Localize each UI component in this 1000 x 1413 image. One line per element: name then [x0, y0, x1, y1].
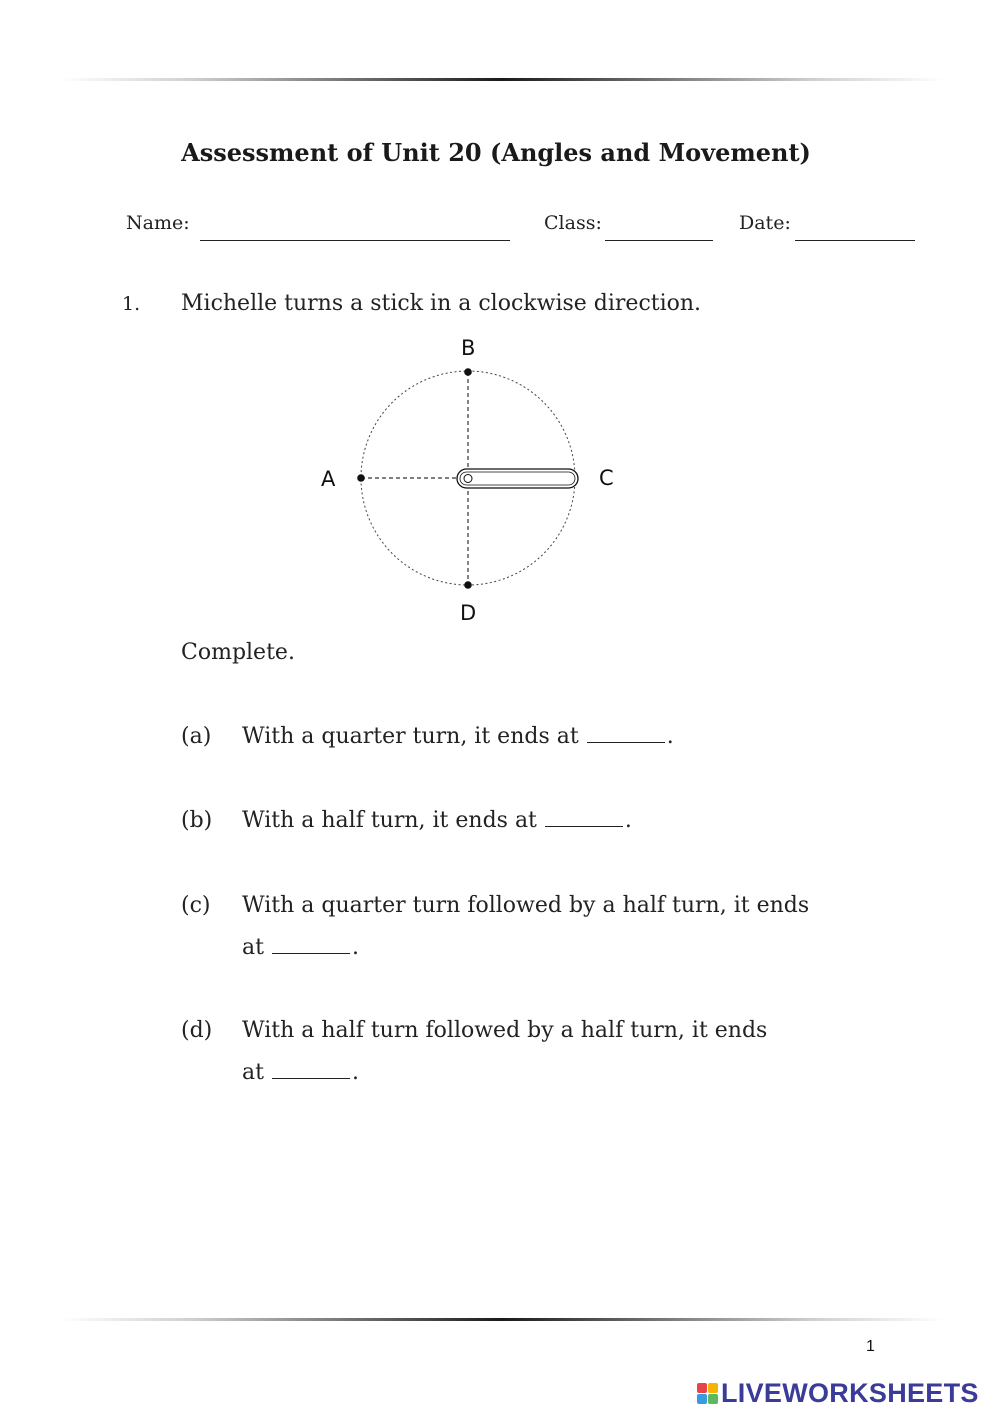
instruction: Complete.: [181, 640, 295, 665]
label-a: A: [321, 467, 336, 491]
logo-mark-icon: [697, 1383, 718, 1404]
name-label: Name:: [126, 212, 190, 234]
worksheet-title: Assessment of Unit 20 (Angles and Movement): [181, 138, 811, 167]
part-d-line1: [242, 1018, 767, 1043]
part-c-label: (c): [181, 893, 211, 918]
logo-square-green: [708, 1394, 718, 1404]
point-d-dot: [464, 581, 472, 589]
part-d-text2: at: [242, 1060, 264, 1085]
part-c-text2: at: [242, 935, 264, 960]
logo-square-yellow: [708, 1383, 718, 1393]
part-d-answer-blank[interactable]: [272, 1060, 350, 1079]
date-field[interactable]: [795, 240, 915, 241]
part-c-period: .: [351, 935, 359, 960]
logo-text: LIVEWORKSHEETS: [721, 1378, 979, 1408]
question-text: Michelle turns a stick in a clockwise direction.: [181, 291, 702, 316]
part-b: [242, 808, 632, 833]
part-d-text: With a half turn followed by a half turn, it ends: [242, 1018, 768, 1043]
part-b-period: .: [624, 808, 632, 833]
name-field[interactable]: [200, 240, 510, 241]
logo-square-blue: [697, 1394, 707, 1404]
liveworksheets-logo[interactable]: [697, 1378, 979, 1409]
part-b-answer-blank[interactable]: [545, 808, 623, 827]
top-divider: [60, 78, 945, 81]
part-a: [242, 724, 674, 749]
part-a-label: (a): [181, 724, 212, 749]
part-d-period: .: [351, 1060, 359, 1085]
part-d-label: (d): [181, 1018, 213, 1043]
part-a-answer-blank[interactable]: [587, 724, 665, 743]
turning-stick-diagram: [310, 330, 630, 630]
question-number: 1.: [122, 293, 141, 315]
pivot-point: [464, 475, 472, 483]
part-c-answer-blank[interactable]: [272, 935, 350, 954]
label-b: B: [461, 336, 476, 360]
part-b-label: (b): [181, 808, 213, 833]
page-number: 1: [866, 1338, 875, 1355]
part-a-period: .: [666, 724, 674, 749]
part-a-text: With a quarter turn, it ends at: [242, 724, 579, 749]
part-d-line2: [242, 1060, 359, 1085]
part-c-text: With a quarter turn followed by a half turn, it ends: [242, 893, 810, 918]
bottom-divider: [60, 1318, 945, 1321]
part-c-line2: [242, 935, 359, 960]
date-label: Date:: [739, 212, 791, 234]
label-d: D: [460, 601, 477, 625]
point-b-dot: [464, 368, 472, 376]
label-c: C: [599, 466, 614, 490]
class-field[interactable]: [605, 240, 713, 241]
part-c-line1: [242, 893, 809, 918]
point-a-dot: [357, 474, 365, 482]
part-b-text: With a half turn, it ends at: [242, 808, 537, 833]
logo-square-red: [697, 1383, 707, 1393]
class-label: Class:: [544, 212, 602, 234]
